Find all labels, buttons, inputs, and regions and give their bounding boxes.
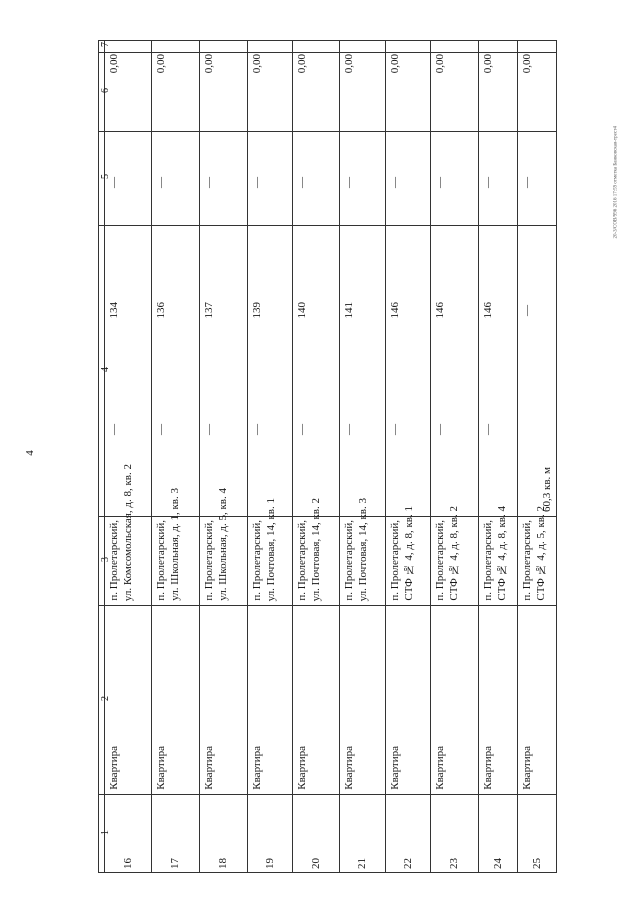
area-value: — — [343, 424, 355, 435]
address-line-1: п. Пролетарский, — [389, 520, 401, 601]
row-number: 16 — [121, 858, 134, 869]
address-line-2: ул. Почтовая, 14, кв. 3 — [357, 497, 369, 601]
column-number-label: 7 — [100, 42, 111, 47]
column-6-value: — — [343, 177, 355, 188]
row-number: 23 — [448, 858, 460, 869]
object-type: Квартира — [155, 746, 167, 790]
inventory-number: 137 — [203, 302, 215, 319]
object-type: Квартира — [389, 746, 401, 790]
object-type: Квартира — [482, 746, 494, 790]
column-number-label: 3 — [100, 556, 111, 562]
table-rule-vertical — [478, 40, 479, 873]
page-number: 4 — [23, 450, 36, 456]
column-number-label: 2 — [100, 695, 111, 701]
address-line-1: п. Пролетарский, — [108, 520, 120, 601]
table-rule-vertical — [430, 40, 431, 873]
address-line-2: СТФ № 4, д. 8, кв. 1 — [403, 506, 415, 601]
object-type: Квартира — [434, 746, 446, 790]
table-rule-horizontal — [98, 40, 557, 41]
value-amount: 0,00 — [296, 54, 308, 74]
value-amount: 0,00 — [434, 54, 446, 74]
row-number: 20 — [309, 858, 322, 869]
table-rule-vertical — [247, 40, 248, 873]
inventory-number: 134 — [108, 302, 120, 319]
table-rule-vertical — [385, 40, 386, 873]
column-6-value: — — [521, 177, 533, 188]
inventory-number: 140 — [296, 302, 308, 319]
table-rule-vertical — [517, 40, 518, 873]
row-number: 22 — [401, 858, 414, 869]
area-value: — — [482, 424, 494, 435]
inventory-number: 146 — [389, 302, 401, 319]
table-rule-vertical — [339, 40, 340, 873]
table-rule-horizontal — [98, 872, 557, 873]
row-number: 25 — [531, 858, 543, 869]
inventory-number: 139 — [251, 302, 263, 319]
address-line-2: СТФ № 4, д. 8, кв. 2 — [448, 506, 460, 601]
table-rule-vertical — [556, 40, 557, 873]
table-rule-horizontal — [98, 794, 557, 795]
address-line-1: п. Пролетарский, — [434, 520, 446, 601]
column-6-value: — — [203, 177, 215, 188]
value-amount: 0,00 — [343, 54, 355, 74]
object-type: Квартира — [521, 746, 533, 790]
column-6-value: — — [251, 177, 263, 188]
table-rule-vertical — [199, 40, 200, 873]
area-value: — — [251, 424, 263, 435]
column-number-label: 4 — [100, 366, 111, 372]
object-type: Квартира — [343, 746, 355, 790]
area-value: — — [155, 424, 167, 435]
column-6-value: — — [434, 177, 446, 188]
value-amount: 0,00 — [521, 54, 533, 74]
column-6-value: — — [108, 177, 120, 188]
object-type: Квартира — [108, 746, 120, 790]
table-rule-vertical — [98, 40, 99, 873]
area-value: — — [108, 424, 120, 435]
address-line-2: ул. Школьная, д. 1, кв. 3 — [169, 488, 181, 601]
column-number-label: 5 — [100, 174, 111, 179]
object-type: Квартира — [251, 746, 263, 790]
area-value: 60,3 кв. м — [541, 467, 553, 512]
address-line-1: п. Пролетарский, — [155, 520, 167, 601]
address-line-1: п. Пролетарский, — [343, 520, 355, 601]
object-type: Квартира — [296, 746, 308, 790]
row-number: 18 — [217, 858, 229, 869]
table-rule-horizontal — [98, 131, 557, 132]
table-rule-horizontal — [98, 225, 557, 226]
address-line-1: п. Пролетарский, — [251, 520, 263, 601]
table-rule-vertical — [292, 40, 293, 873]
inventory-number: 146 — [482, 302, 494, 319]
table-rule-vertical — [151, 40, 152, 873]
column-6-value: — — [155, 177, 167, 188]
object-type: Квартира — [203, 746, 215, 790]
table-rule-horizontal — [98, 605, 557, 606]
inventory-number: — — [521, 305, 533, 316]
column-number-label: 6 — [100, 87, 111, 93]
value-amount: 0,00 — [482, 54, 494, 74]
area-value: — — [296, 424, 308, 435]
inventory-number: 136 — [155, 302, 167, 319]
address-line-2: ул. Школьная, д. 5, кв. 4 — [217, 488, 229, 601]
table-rule-vertical — [104, 40, 105, 873]
value-amount: 0,00 — [108, 54, 120, 74]
column-6-value: — — [389, 177, 401, 188]
row-number: 21 — [356, 858, 368, 869]
area-value: — — [434, 424, 446, 435]
inventory-number: 141 — [343, 302, 355, 319]
column-6-value: — — [482, 177, 494, 188]
table-rule-horizontal — [98, 516, 557, 517]
value-amount: 0,00 — [203, 54, 215, 74]
address-line-1: п. Пролетарский, — [482, 520, 494, 601]
address-line-2: ул. Почтовая, 14, кв. 2 — [310, 497, 322, 601]
table-rule-horizontal — [98, 52, 557, 53]
row-number: 24 — [491, 858, 504, 869]
address-line-2: ул. Почтовая, 14, кв. 1 — [265, 497, 277, 601]
address-line-2: ул. Комсомольская, д. 8, кв. 2 — [122, 463, 134, 601]
address-line-2: СТФ № 4, д. 5, кв. 2 — [535, 506, 547, 601]
address-line-1: п. Пролетарский, — [203, 520, 215, 601]
row-number: 19 — [263, 858, 276, 869]
rotated-data-table — [98, 40, 557, 873]
column-number-label: 1 — [100, 829, 111, 835]
area-value: — — [389, 424, 401, 435]
address-line-2: СТФ № 4, д. 8, кв. 4 — [496, 506, 508, 601]
address-line-1: п. Пролетарский, — [296, 520, 308, 601]
inventory-number: 146 — [434, 302, 446, 319]
value-amount: 0,00 — [155, 54, 167, 74]
value-amount: 0,00 — [389, 54, 401, 74]
area-value: — — [203, 424, 215, 435]
column-6-value: — — [296, 177, 308, 188]
value-amount: 0,00 — [251, 54, 263, 74]
row-number: 17 — [169, 858, 181, 869]
address-line-1: п. Пролетарский, — [521, 520, 533, 601]
